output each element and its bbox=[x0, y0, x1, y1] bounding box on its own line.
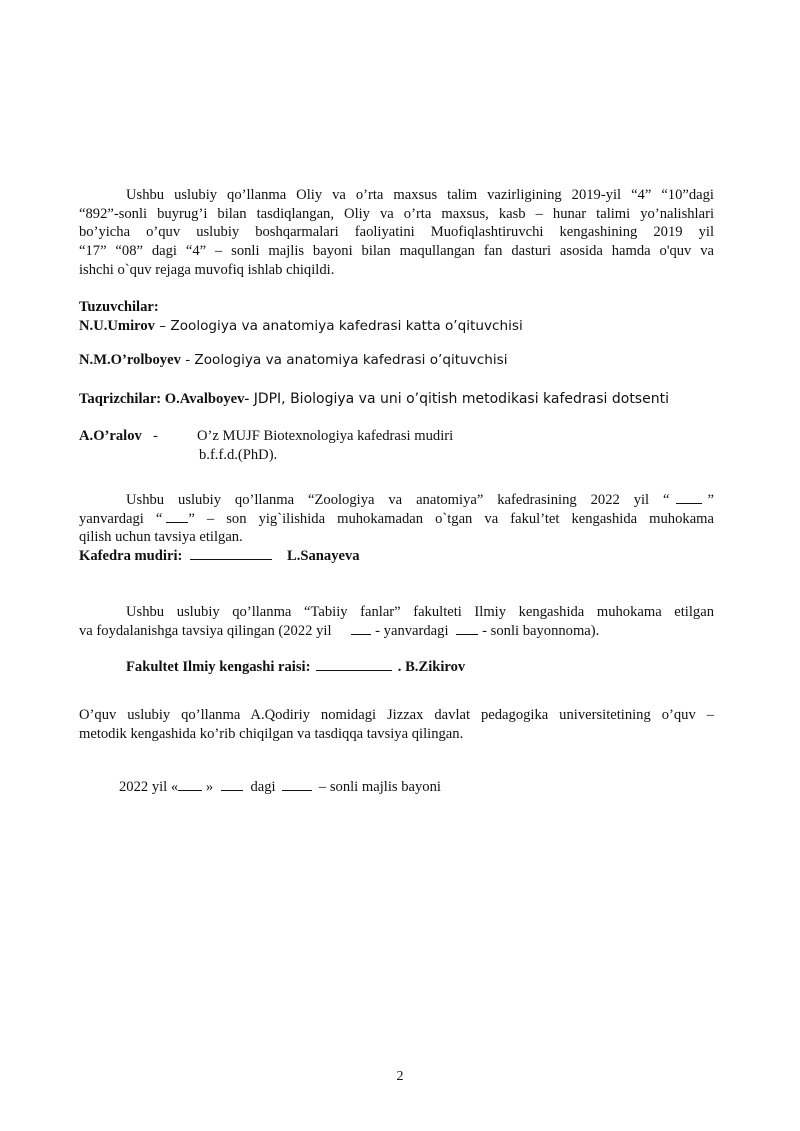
blank-line bbox=[676, 491, 702, 504]
minutes-year: 2022 yil « bbox=[119, 779, 179, 795]
reviewer-2 bbox=[79, 427, 714, 446]
author-1-name: N.U.Umirov bbox=[79, 317, 155, 334]
reviewer-1 bbox=[79, 390, 714, 409]
blank-line bbox=[282, 778, 312, 791]
page-number: 2 bbox=[396, 1069, 404, 1084]
faculty-line-2-a: va foydalanishga tavsiya qilingan (2022 yil bbox=[79, 622, 332, 639]
intro-line-3: bo’yicha o’quv uslubiy boshqarmalari faoliyatini Muofiqlashtiruvchi kengashining 2019 yil bbox=[79, 224, 714, 241]
department-line-2-start: yanvardagi “ bbox=[79, 510, 163, 527]
authors-section bbox=[79, 298, 714, 335]
university-paragraph bbox=[79, 706, 714, 743]
university-line-1: O’quv uslubiy qo’llanma A.Qodiriy nomidagi Jizzax davlat pedagogika universitetining o’quv – bbox=[79, 707, 714, 723]
faculty-chair-name: . B.Zikirov bbox=[397, 659, 466, 675]
authors-heading: Tuzuvchilar: bbox=[79, 299, 159, 315]
department-head-label: Kafedra mudiri: bbox=[79, 548, 183, 565]
minutes-close: » bbox=[202, 779, 214, 795]
intro-line-5: ishchi o`quv rejaga muvofiq ishlab chiqildi. bbox=[79, 261, 335, 278]
blank-line bbox=[456, 622, 478, 635]
signature-line bbox=[190, 547, 272, 560]
faculty-line-2-c: - sonli bayonnoma). bbox=[482, 622, 600, 639]
department-line-2 bbox=[79, 510, 714, 529]
department-head bbox=[79, 547, 714, 566]
intro-line-1: Ushbu uslubiy qo’llanma Oliy va o’rta maxsus talim vazirligining 2019-yil “4” “10”dagi bbox=[126, 187, 714, 203]
minutes-text: – sonli majlis bayoni bbox=[318, 779, 441, 795]
reviewer-1-role: JDPI, Biologiya va uni o’qitish metodikasi kafedrasi dotsenti bbox=[249, 391, 669, 407]
faculty-chair-label: Fakultet Ilmiy kengashi raisi: bbox=[126, 659, 311, 675]
intro-line-2: “892”-sonli buyrug’i bilan tasdiqlangan, Oliy va o’rta maxsus, kasb – hunar talimi yo’nalishlari bbox=[79, 205, 714, 222]
faculty-paragraph bbox=[79, 603, 714, 640]
faculty-chair bbox=[126, 658, 626, 677]
department-head-name: L.Sanayeva bbox=[286, 548, 360, 565]
university-line-2: metodik kengashida ko’rib chiqilgan va tasdiqqa tavsiya qilingan. bbox=[79, 725, 464, 742]
intro-paragraph bbox=[79, 186, 714, 280]
blank-line bbox=[178, 778, 202, 791]
department-line-3: qilish uchun tavsiya etilgan. bbox=[79, 529, 243, 546]
faculty-line-1: Ushbu uslubiy qo’llanma “Tabiiy fanlar” fakulteti Ilmiy kengashida muhokama etilgan bbox=[126, 604, 714, 620]
department-line-1 bbox=[79, 491, 714, 510]
quote-mark: ” bbox=[707, 492, 714, 508]
reviewer-2-degree: b.f.f.d.(PhD). bbox=[199, 447, 278, 463]
reviewer-2-name: A.O’ralov bbox=[79, 428, 142, 444]
reviewers-heading: Taqrizchilar: O.Avalboyev- bbox=[79, 391, 250, 407]
department-line-2-end: ” – son yig`ilishida muhokamadan o`tgan va fakul’tet kengashida muhokama bbox=[188, 510, 715, 527]
minutes-line bbox=[119, 778, 619, 797]
signature-line bbox=[316, 658, 392, 671]
blank-line bbox=[221, 778, 243, 791]
blank-line bbox=[166, 510, 188, 523]
author-1-role: – Zoologiya va anatomiya kafedrasi katta o’qituvchisi bbox=[154, 317, 523, 334]
department-line-1-text: Ushbu uslubiy qo’llanma “Zoologiya va anatomiya” kafedrasining 2022 yil “ bbox=[126, 492, 670, 508]
minutes-dagi: dagi bbox=[250, 779, 276, 795]
reviewer-2-dash: - bbox=[153, 428, 158, 444]
author-2 bbox=[79, 351, 714, 370]
department-paragraph bbox=[79, 491, 714, 566]
author-2-role: - Zoologiya va anatomiya kafedrasi o’qituvchisi bbox=[180, 352, 508, 368]
author-2-name: N.M.O’rolboyev bbox=[79, 352, 181, 368]
blank-line bbox=[351, 622, 371, 635]
reviewer-2-role: O’z MUJF Biotexnologiya kafedrasi mudiri bbox=[197, 428, 454, 444]
author-1 bbox=[79, 317, 714, 336]
faculty-line-2 bbox=[79, 622, 714, 641]
faculty-line-2-b: - yanvardagi bbox=[375, 622, 449, 639]
intro-line-4: “17” “08” dagi “4” – sonli majlis bayoni bilan maqullangan fan dasturi asosida hamda o'quv va bbox=[79, 243, 714, 260]
